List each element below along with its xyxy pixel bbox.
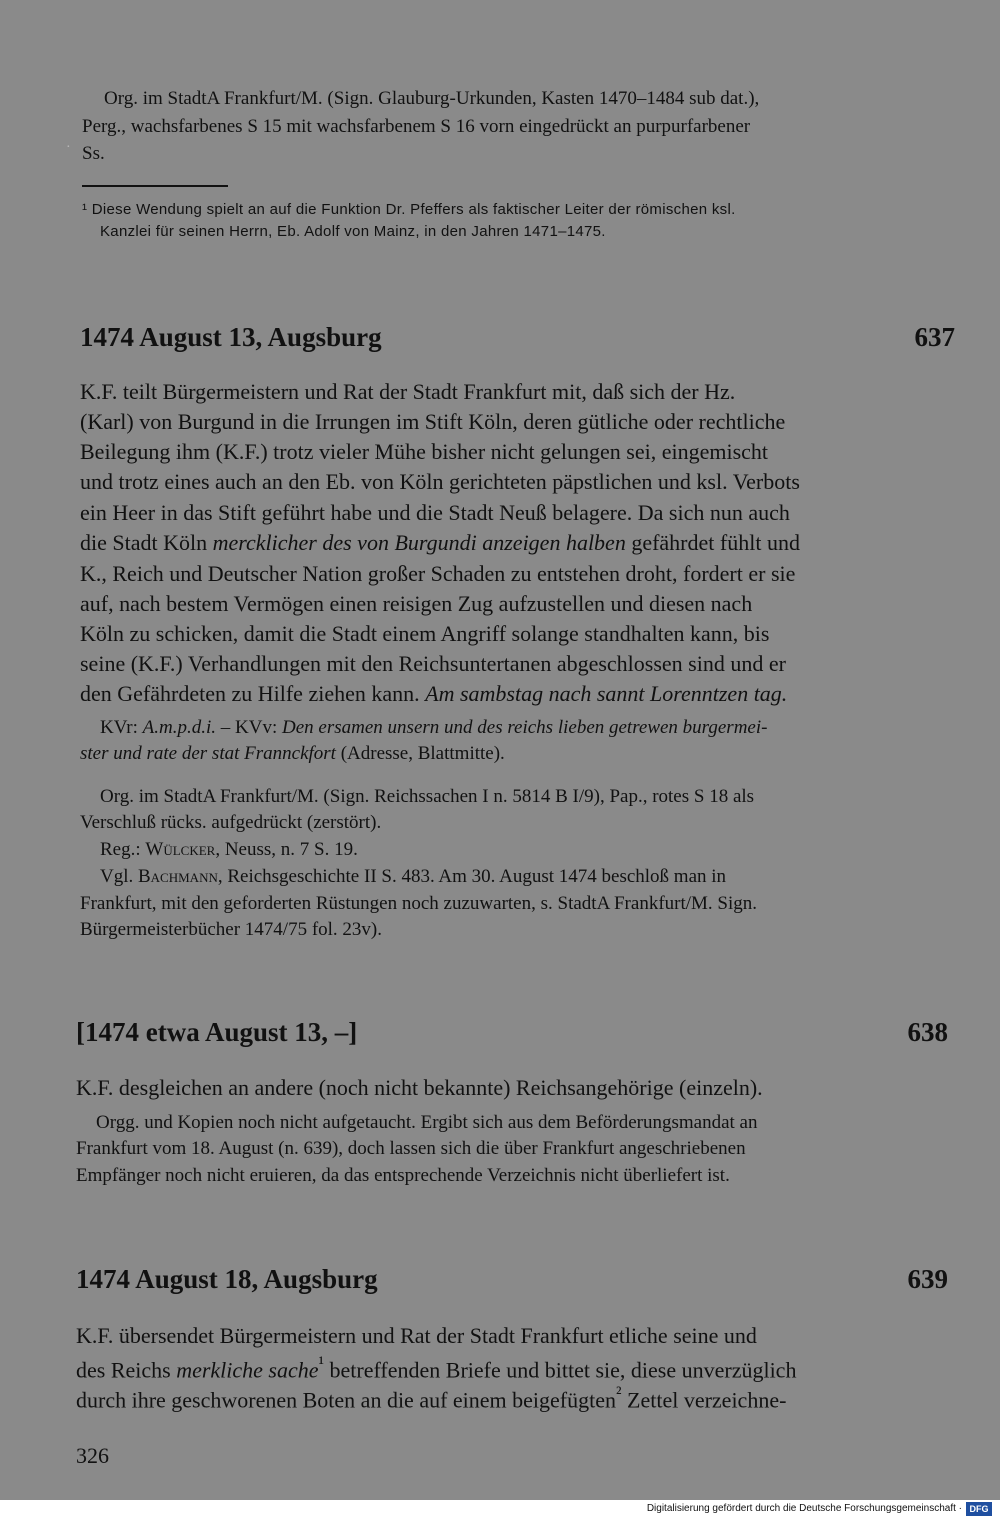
- entry-638-body: K.F. desgleichen an andere (noch nicht bekannte) Reichsangehörige (einzeln).: [76, 1075, 763, 1100]
- entry-637-body-line: auf, nach bestem Vermögen einen reisigen Zug aufzustellen und diesen nach: [80, 591, 753, 616]
- quote-run: merkliche sache: [176, 1357, 319, 1383]
- scan-mark: ·: [66, 140, 71, 155]
- entry-637-body-line: [80, 681, 787, 707]
- text-run: (Adresse, Blattmitte).: [335, 743, 505, 764]
- entry-637-kv-line-1: [100, 717, 767, 739]
- footnote-line-2: Kanzlei für seinen Herrn, Eb. Adolf von Mainz, in den Jahren 1471–1475.: [100, 223, 606, 240]
- entry-639-heading: 1474 August 18, Augsburg: [76, 1264, 378, 1294]
- text-run: KVr:: [100, 717, 143, 738]
- quote-run: Den ersamen unsern und des reichs lieben getrewen burgermei-: [282, 717, 768, 738]
- text-run: durch ihre geschworenen Boten an die auf einem beigefügten: [76, 1387, 617, 1413]
- text-run: – KVv:: [216, 717, 283, 738]
- author-name: Bachmann: [138, 866, 218, 887]
- entry-637-org-line: Org. im StadtA Frankfurt/M. (Sign. Reichssachen I n. 5814 B I/9), Pap., rotes S 18 als: [100, 786, 755, 807]
- footnote-ref: ¹: [318, 1353, 325, 1373]
- text-run: die Stadt Köln: [80, 530, 213, 555]
- entry-637-body-line: (Karl) von Burgund in die Irrungen im Stift Köln, deren gütliche oder rechtliche: [80, 409, 786, 434]
- page-number: 326: [76, 1443, 109, 1468]
- entry-637-heading: 1474 August 13, Augsburg: [80, 322, 382, 352]
- text-run: Zettel verzeichne-: [621, 1387, 787, 1413]
- quote-run: A.m.p.d.i.: [142, 717, 217, 738]
- text-run: betreffenden Briefe und bittet sie, diese unverzüglich: [324, 1357, 797, 1383]
- entry-639-body-line: [76, 1353, 796, 1383]
- date-quote: Am sambstag nach sannt Lorenntzen tag.: [425, 681, 788, 706]
- entry-637-vgl-line: Frankfurt, mit den geforderten Rüstungen noch zuzuwarten, s. StadtA Frankfurt/M. Sign.: [80, 893, 758, 914]
- author-name: Wülcker: [145, 839, 216, 860]
- entry-638-note-line: Orgg. und Kopien noch nicht aufgetaucht. Ergibt sich aus dem Beförderungsmandat an: [96, 1112, 758, 1133]
- top-line-3: Ss.: [82, 143, 105, 164]
- entry-638-number: 638: [907, 1017, 948, 1047]
- entry-637-body-line: ein Heer in das Stift geführt habe und die Stadt Neuß belagere. Da sich nun auch: [80, 500, 790, 525]
- entry-639-number: 639: [907, 1264, 948, 1294]
- entry-638-note-line: Frankfurt vom 18. August (n. 639), doch lassen sich die über Frankfurt angeschriebenen: [76, 1138, 746, 1159]
- footnote-line-1: ¹ Diese Wendung spielt an auf die Funktion Dr. Pfeffers als faktischer Leiter der römischen ksl.: [82, 201, 736, 218]
- entry-637-body-line: K.F. teilt Bürgermeistern und Rat der Stadt Frankfurt mit, daß sich der Hz.: [80, 379, 736, 404]
- text-run: , Neuss, n. 7 S. 19.: [215, 839, 358, 860]
- text-run: gefährdet fühlt und: [625, 530, 800, 555]
- entry-637-body-line: Beilegung ihm (K.F.) trotz vieler Mühe bisher nicht gelungen sei, eingemischt: [80, 439, 769, 464]
- text-run: des Reichs: [76, 1357, 177, 1383]
- entry-637-reg-line: [100, 839, 358, 861]
- entry-638-heading: [1474 etwa August 13, –]: [76, 1017, 358, 1047]
- footer-credit: Digitalisierung gefördert durch die Deutsche Forschungsgemeinschaft ·: [646, 1503, 962, 1514]
- text-run: Reg.:: [100, 839, 146, 860]
- top-line-1: Org. im StadtA Frankfurt/M. (Sign. Glauburg-Urkunden, Kasten 1470–1484 sub dat.),: [104, 88, 760, 109]
- top-line-2: Perg., wachsfarbenes S 15 mit wachsfarbenem S 16 vorn eingedrückt an purpurfarbener: [82, 116, 751, 137]
- entry-639-body-line: K.F. übersendet Bürgermeistern und Rat der Stadt Frankfurt etliche seine und: [76, 1323, 757, 1348]
- entry-637-body-line: seine (K.F.) Verhandlungen mit den Reichsuntertanen abgeschlossen sind und er: [80, 651, 786, 676]
- entry-637-body-line: Köln zu schicken, damit die Stadt einem Angriff solange standhalten kann, bis: [80, 621, 770, 646]
- footnote-rule: [82, 185, 228, 187]
- text-run: Vgl.: [100, 866, 138, 887]
- entry-637-kv-line-2: [80, 743, 505, 765]
- text-run: , Reichsgeschichte II S. 483. Am 30. August 1474 beschloß man in: [217, 866, 727, 887]
- entry-637-body-line: und trotz eines auch an den Eb. von Köln gerichteten päpstlichen und ksl. Verbots: [80, 469, 800, 494]
- text-run: den Gefährdeten zu Hilfe ziehen kann.: [80, 681, 426, 706]
- entry-637-vgl-line: Bürgermeisterbücher 1474/75 fol. 23v).: [80, 919, 382, 940]
- entry-637-body-line: K., Reich und Deutscher Nation großer Schaden zu entstehen droht, fordert er sie: [80, 561, 796, 586]
- quote-run: ster und rate der stat Frannckfort: [80, 743, 336, 764]
- entry-639-body-line: [76, 1383, 786, 1413]
- entry-637-number: 637: [914, 322, 955, 352]
- entry-638-note-line: Empfänger noch nicht eruieren, da das entsprechende Verzeichnis nicht überliefert ist.: [76, 1165, 730, 1186]
- entry-637-body-line: [80, 530, 800, 556]
- entry-637-org-line: Verschluß rücks. aufgedrückt (zerstört).: [80, 812, 382, 833]
- footnote-ref: ²: [616, 1383, 622, 1403]
- quote-run: mercklicher des von Burgundi anzeigen halben: [212, 530, 626, 555]
- dfg-logo-icon: DFG: [966, 1502, 992, 1516]
- entry-637-vgl-line: [100, 866, 726, 888]
